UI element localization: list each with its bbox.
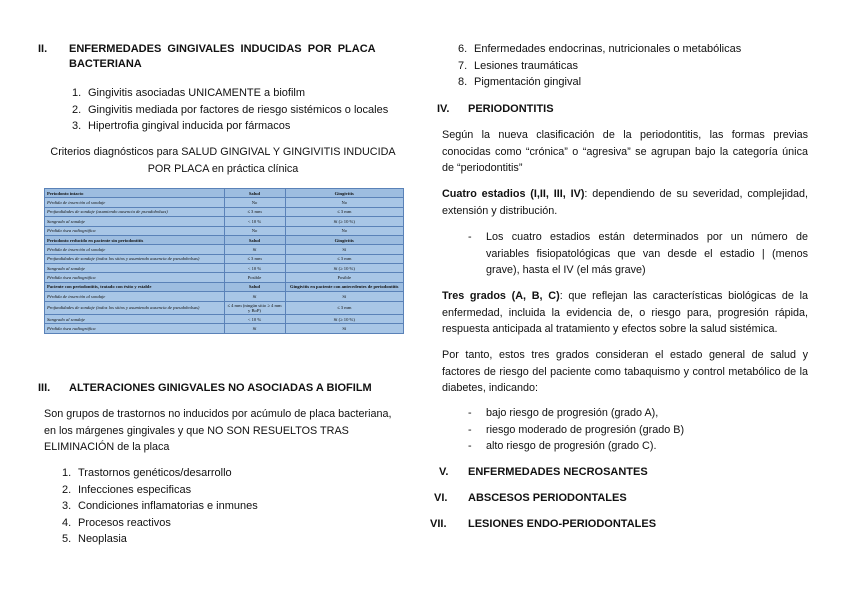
- table-cell: ≤ 3 mm: [224, 207, 285, 216]
- section-ii-list: [72, 85, 388, 135]
- section-title: PERIODONTITIS: [468, 103, 554, 115]
- list-item: [72, 85, 388, 102]
- list-text: Pigmentación gingival: [474, 76, 582, 88]
- table-cell: Salud: [224, 189, 285, 198]
- table-cell: Pérdida ósea radiográfica: [45, 273, 225, 282]
- table-row: [45, 301, 404, 314]
- list-text: Hipertrofia gingival inducida por fármacos: [88, 120, 291, 132]
- list-text: Trastornos genéticos/desarrollo: [78, 467, 232, 479]
- grade-item: [468, 438, 808, 455]
- list-number: 4.: [62, 516, 72, 529]
- table-row: [45, 217, 404, 226]
- list-number: 3.: [72, 120, 82, 132]
- list-text: Procesos reactivos: [78, 516, 171, 529]
- section-iii-list: [62, 465, 258, 548]
- table-row: [45, 273, 404, 282]
- list-item: [62, 465, 258, 482]
- list-number: 2.: [62, 483, 72, 496]
- table-cell: Periodonto intacto: [45, 189, 225, 198]
- section-iii-paragraph: [44, 406, 409, 456]
- table-cell: Gingivitis: [285, 189, 403, 198]
- stages-text: : dependiendo de su severidad, complejidad, extensión y distribución.: [442, 188, 808, 217]
- table-cell: ≤ 3 mm: [224, 254, 285, 263]
- table-cell: Posible: [224, 273, 285, 282]
- table-cell: < 10 %: [224, 314, 285, 323]
- list-item: [72, 102, 388, 119]
- grades-paragraph: [442, 288, 808, 338]
- list-text: Condiciones inflamatorias e inmunes: [78, 500, 258, 512]
- section-title: ABSCESOS PERIODONTALES: [468, 492, 627, 504]
- table-row: [45, 324, 404, 333]
- table-cell: Sí (≥ 10 %): [285, 217, 403, 226]
- dash-marker: -: [468, 440, 472, 452]
- table-row: [45, 254, 404, 263]
- table-cell: Sí: [224, 324, 285, 333]
- list-item: [458, 58, 741, 75]
- table-cell: Sangrado al sondaje: [45, 314, 225, 323]
- table-cell: Pérdida de inserción al sondaje: [45, 292, 225, 301]
- grade-item: [468, 405, 808, 422]
- caption-line: POR PLACA en práctica clínica: [147, 162, 299, 175]
- table-row: [45, 198, 404, 207]
- list-text: Infecciones especificas: [78, 483, 192, 496]
- table-cell: Sí: [224, 245, 285, 254]
- table-cell: No: [285, 198, 403, 207]
- table-cell: ≤ 3 mm: [285, 207, 403, 216]
- section-number: IV.: [437, 103, 450, 115]
- list-item: [458, 74, 741, 91]
- table-row: [45, 264, 404, 273]
- section-title: LESIONES ENDO-PERIODONTALES: [468, 518, 657, 530]
- table-cell: Profundidades de sondaje (asumiendo ausencia de pseudobolsas): [45, 207, 225, 216]
- criteria-table: [44, 188, 404, 334]
- table-row: [45, 207, 404, 216]
- caption-line: Criterios diagnósticos para SALUD GINGIVAL Y GINGIVITIS INDUCIDA: [50, 146, 396, 158]
- table-cell: Sí: [224, 292, 285, 301]
- table-cell: Gingivitis: [285, 235, 403, 244]
- para-line: en los márgenes gingivales y que NO SON RESUELTOS TRAS: [44, 424, 349, 437]
- table-cell: Sí (≥ 10 %): [285, 264, 403, 273]
- list-number: 1.: [72, 87, 82, 99]
- periodontitis-intro: Según la nueva clasificación de la periodontitis, las formas previas conocidas como “crónica” o “agresiva” se agrupan bajo la categoría única de “periodontitis”: [442, 129, 808, 174]
- grades-list: [468, 405, 808, 455]
- stages-detail: [468, 229, 808, 279]
- table-cell: Profundidades de sondaje (todos los sitios y asumiendo ausencia de pseudobolsas): [45, 301, 225, 314]
- table-cell: Sangrado al sondaje: [45, 264, 225, 273]
- criteria-caption: [38, 144, 408, 177]
- table-cell: ≤ 3 mm: [285, 254, 403, 263]
- table-cell: ≤ 3 mm: [285, 301, 403, 314]
- table-cell: Paciente con periodontitis, tratado con éxito y estable: [45, 282, 225, 291]
- table-cell: No: [224, 226, 285, 235]
- grades-label: Tres grados (A, B, C): [442, 290, 560, 302]
- list-text: Lesiones traumáticas: [474, 59, 578, 72]
- list-number: 3.: [62, 500, 72, 512]
- table-row: [45, 292, 404, 301]
- section-title-cont: BACTERIANA: [69, 58, 142, 70]
- grade-text: alto riesgo de progresión (grado C).: [486, 440, 657, 452]
- table-cell: < 10 %: [224, 217, 285, 226]
- section-number: V.: [439, 466, 449, 478]
- table-cell: Gingivitis en paciente con antecedentes de periodontitis: [285, 282, 403, 291]
- table-cell: Sí (≥ 10 %): [285, 314, 403, 323]
- list-item: [62, 498, 258, 515]
- table-cell: Salud: [224, 282, 285, 291]
- table-row: [45, 245, 404, 254]
- table-cell: Posible: [285, 273, 403, 282]
- section-number: III.: [38, 382, 51, 394]
- list-number: 8.: [458, 76, 468, 88]
- table-header-row: [45, 189, 404, 198]
- section-iii-list-cont: [458, 41, 741, 91]
- table-cell: Salud: [224, 235, 285, 244]
- list-number: 2.: [72, 103, 82, 116]
- list-number: 5.: [62, 533, 72, 545]
- table-cell: Pérdida ósea radiográfica: [45, 324, 225, 333]
- table-header-row: [45, 235, 404, 244]
- grade-text: riesgo moderado de progresión (grado B): [486, 423, 685, 436]
- grade-text: bajo riesgo de progresión (grado A),: [486, 407, 659, 419]
- table-row: [45, 314, 404, 323]
- table-cell: No: [285, 226, 403, 235]
- section-title: ALTERACIONES GINIGVALES NO ASOCIADAS A BIOFILM: [69, 382, 372, 394]
- table-cell: Sangrado al sondaje: [45, 217, 225, 226]
- grades-text: : que reflejan las características biológicas de la enfermedad, incluida la evidencia de, o riesgo para, progresión rápida, respuesta anticipada al tratamiento y efectos sobre la salud sistémica.: [442, 290, 808, 335]
- section-number: VII.: [430, 518, 447, 530]
- grades-intro: Por tanto, estos tres grados consideran el estado general de salud y factores de riesgo del paciente como tabaquismo y control metabólico de la diabetes, indicando:: [442, 349, 808, 394]
- table-cell: Sí: [285, 292, 403, 301]
- table-header-row: [45, 282, 404, 291]
- list-number: 7.: [458, 59, 468, 72]
- table-cell: Sí: [285, 324, 403, 333]
- stages-paragraph: [442, 186, 808, 219]
- section-title: ENFERMEDADES NECROSANTES: [468, 466, 648, 478]
- section-title: ENFERMEDADES GINGIVALES INDUCIDAS POR PLACA: [69, 43, 376, 55]
- table-cell: No: [224, 198, 285, 207]
- list-text: Neoplasia: [78, 533, 127, 545]
- stages-detail-text: Los cuatro estadios están determinados por un número de variables fisiopatológicas que van desde el estadio | (menos grave), hasta el IV (el más grave): [486, 231, 808, 276]
- list-text: Gingivitis asociadas UNICAMENTE a biofilm: [88, 87, 306, 99]
- table-cell: Pérdida ósea radiográfica: [45, 226, 225, 235]
- grade-item: [468, 422, 808, 439]
- dash-marker: -: [468, 423, 472, 436]
- table-cell: Profundidades de sondaje (todos los sitios y asumiendo ausencia de pseudobolsas): [45, 254, 225, 263]
- list-number: 1.: [62, 467, 72, 479]
- section-number: VI.: [434, 492, 448, 504]
- para-line: ELIMINACIÓN de la placa: [44, 441, 170, 453]
- list-item: [62, 482, 258, 499]
- list-item: [72, 118, 388, 135]
- table-cell: < 10 %: [224, 264, 285, 273]
- table-cell: Pérdida de inserción al sondaje: [45, 198, 225, 207]
- list-item: [458, 41, 741, 58]
- table-cell: Pérdida de inserción al sondaje: [45, 245, 225, 254]
- section-number: II.: [38, 43, 48, 55]
- table-row: [45, 226, 404, 235]
- stages-label: Cuatro estadios (I,II, III, IV): [442, 188, 585, 200]
- list-item: [62, 515, 258, 532]
- dash-marker: -: [468, 231, 472, 243]
- table-cell: Sí: [285, 245, 403, 254]
- dash-marker: -: [468, 407, 472, 419]
- list-item: [62, 531, 258, 548]
- list-text: Gingivitis mediada por factores de riesgo sistémicos o locales: [88, 103, 389, 116]
- list-number: 6.: [458, 43, 468, 55]
- list-text: Enfermedades endocrinas, nutricionales o metabólicas: [474, 43, 742, 55]
- table-cell: Periodonto reducido en paciente sin periodontitis: [45, 235, 225, 244]
- table-cell: ≤ 4 mm (ningún sitio ≥ 4 mm y BoP): [224, 301, 285, 314]
- para-line: Son grupos de trastornos no inducidos por acúmulo de placa bacteriana,: [44, 408, 392, 420]
